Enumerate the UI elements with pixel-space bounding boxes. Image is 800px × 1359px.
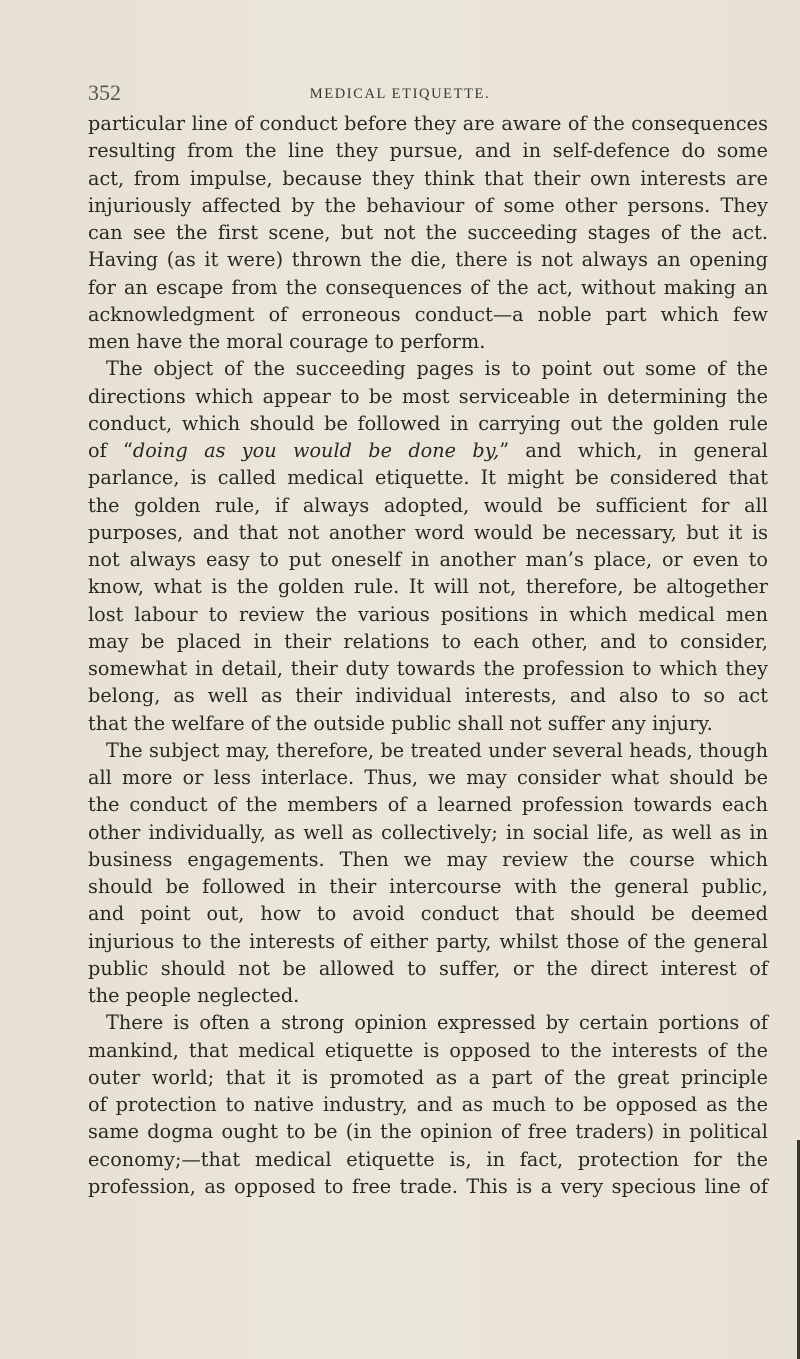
text-line: and point out, how to avoid conduct that should be deemed	[88, 902, 768, 926]
text-line: economy;—that medical etiquette is, in fact, protection for the	[88, 1147, 768, 1171]
text-line: for an escape from the consequences of the act, without making an	[88, 275, 768, 299]
text-line: profession, as opposed to free trade. This is a very specious line of	[88, 1174, 768, 1198]
text-line: lost labour to review the various positions in which medical men	[88, 602, 768, 626]
text-line: business engagements. Then we may review the course which	[88, 847, 768, 871]
quote-close: ” and which, in general	[499, 439, 768, 462]
quote-open: of “	[88, 439, 133, 462]
text-line: particular line of conduct before they are aware of the consequences	[88, 112, 768, 135]
text-line: that the welfare of the outside public shall not suffer any injury.	[88, 711, 713, 735]
text-line: mankind, that medical etiquette is opposed to the interests of the	[88, 1038, 768, 1062]
text-line: men have the moral courage to perform.	[88, 330, 486, 353]
text-line: directions which appear to be most serviceable in determining the	[88, 384, 768, 408]
running-title: MEDICAL ETIQUETTE.	[309, 86, 491, 102]
text-line: know, what is the golden rule. It will not, therefore, be altogether	[88, 575, 768, 599]
text-line: somewhat in detail, their duty towards the profession to which they	[88, 657, 768, 680]
text-line: act, from impulse, because they think that their own interests are	[88, 166, 768, 190]
text-line: not always easy to put oneself in another man’s place, or even to	[88, 548, 768, 571]
text-line: can see the first scene, but not the succeeding stages of the act.	[88, 221, 768, 244]
text-line: acknowledgment of erroneous conduct—a noble part which few	[88, 302, 768, 326]
text-line: the golden rule, if always adopted, would be sufficient for all	[88, 493, 768, 517]
text-line: The subject may, therefore, be treated under several heads, though	[106, 738, 768, 762]
text-line: conduct, which should be followed in carrying out the golden rule	[88, 411, 768, 435]
text-line-with-quote	[88, 437, 768, 464]
body-text	[88, 110, 768, 1200]
text-line: outer world; that it is promoted as a part of the great principle	[88, 1065, 768, 1089]
text-line: of protection to native industry, and as much to be opposed as the	[88, 1093, 768, 1116]
text-line: same dogma ought to be (in the opinion of free traders) in political	[88, 1120, 768, 1144]
text-line: purposes, and that not another word would be necessary, but it is	[88, 520, 768, 544]
text-line: public should not be allowed to suffer, or the direct interest of	[88, 956, 768, 980]
text-line: injurious to the interests of either party, whilst those of the general	[88, 929, 768, 953]
text-line: other individually, as well as collectively; in social life, as well as in	[88, 820, 768, 844]
quoted-phrase: doing as you would be done by,	[132, 439, 500, 462]
text-line: parlance, is called medical etiquette. It might be considered that	[88, 466, 768, 490]
text-line: may be placed in their relations to each other, and to consider,	[88, 629, 768, 653]
text-line: the conduct of the members of a learned profession towards each	[88, 793, 768, 817]
text-line: Having (as it were) thrown the die, there is not always an opening	[88, 248, 768, 272]
text-line: the people neglected.	[88, 984, 300, 1007]
page-number: 352	[88, 80, 121, 105]
text-line: all more or less interlace. Thus, we may consider what should be	[88, 766, 768, 789]
text-line: The object of the succeeding pages is to point out some of the	[106, 357, 768, 381]
text-line: resulting from the line they pursue, and in self-defence do some	[88, 139, 768, 163]
text-line: should be followed in their intercourse with the general public,	[88, 875, 768, 898]
text-line: belong, as well as their individual interests, and also to so act	[88, 684, 768, 708]
text-line: There is often a strong opinion expressed by certain portions of	[106, 1011, 768, 1035]
text-line: injuriously affected by the behaviour of some other persons. They	[88, 193, 768, 217]
